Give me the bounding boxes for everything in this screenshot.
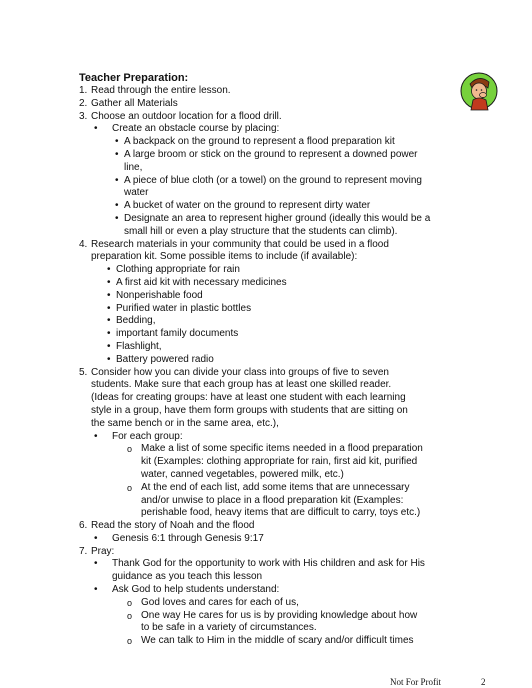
sub-item-text: water, canned vegetables, powered milk, etc.) xyxy=(141,468,344,480)
page-number: 2 xyxy=(481,677,486,687)
item-number: 3. xyxy=(79,110,88,122)
list-item-6 xyxy=(79,520,454,533)
bullet-text: Ask God to help students understand: xyxy=(112,584,280,596)
bullet-marker: • xyxy=(107,315,111,327)
bullet-marker: • xyxy=(107,353,111,365)
bullet-text: For each group: xyxy=(112,430,183,442)
sub-bullet-text: line, xyxy=(124,161,143,173)
circle-marker: o xyxy=(127,597,133,608)
circle-sub-item xyxy=(79,482,454,520)
sub-bullet-text: water xyxy=(124,187,149,199)
preparation-list xyxy=(79,85,454,648)
sub-bullet-item xyxy=(79,354,454,367)
list-item-3 xyxy=(79,111,454,124)
item-text: Read through the entire lesson. xyxy=(91,85,231,96)
item-number: 5. xyxy=(79,366,88,378)
sub-bullet-text: important family documents xyxy=(116,328,239,340)
item-text: Read the story of Noah and the flood xyxy=(91,520,255,532)
bullet-marker: • xyxy=(107,302,111,314)
sub-bullet-item xyxy=(79,303,454,316)
bullet-text: guidance as you teach this lesson xyxy=(112,571,263,583)
item-text: Choose an outdoor location for a flood drill. xyxy=(91,110,282,122)
bullet-marker: • xyxy=(107,340,111,352)
sub-bullet-text: Clothing appropriate for rain xyxy=(116,264,240,276)
item-text: preparation kit. Some possible items to include (if available): xyxy=(91,251,358,263)
item-text: Gather all Materials xyxy=(91,97,178,109)
bullet-marker: • xyxy=(107,328,111,340)
list-item-7 xyxy=(79,546,454,559)
list-item-5 xyxy=(79,367,454,431)
circle-marker: o xyxy=(127,444,133,455)
sub-bullet-text: A large broom or stick on the ground to represent a downed power xyxy=(124,148,418,160)
sub-bullet-text: Flashlight, xyxy=(116,340,162,352)
bullet-text: Thank God for the opportunity to work with His children and ask for His xyxy=(112,558,425,570)
sub-bullet-text: Nonperishable food xyxy=(116,289,203,301)
circle-marker: o xyxy=(127,482,133,493)
item-number: 2. xyxy=(79,97,88,109)
circle-sub-item xyxy=(79,597,454,610)
item-text: the same bench or in the same area, etc.), xyxy=(91,417,279,429)
sub-bullet-text: A bucket of water on the ground to represent dirty water xyxy=(124,200,371,212)
sub-item-text: God loves and cares for each of us, xyxy=(141,596,299,608)
bullet-text: Genesis 6:1 through Genesis 9:17 xyxy=(112,532,264,544)
item-text: Pray: xyxy=(91,545,115,557)
bullet-item xyxy=(79,584,454,597)
sub-bullet-item xyxy=(79,149,454,175)
bullet-item xyxy=(79,533,454,546)
bullet-marker: • xyxy=(94,532,98,544)
item-text: Research materials in your community that could be used in a flood xyxy=(91,238,389,250)
sub-item-text: and/or unwise to place in a flood preparation kit (Examples: xyxy=(141,494,404,506)
sub-bullet-text: A backpack on the ground to represent a flood preparation kit xyxy=(124,136,395,148)
list-item-2 xyxy=(79,98,454,111)
sub-bullet-item xyxy=(79,200,454,213)
sub-bullet-text: small hill or even a play structure that the students can climb). xyxy=(124,225,398,237)
sub-bullet-text: Bedding, xyxy=(116,315,156,327)
sub-bullet-item xyxy=(79,213,454,239)
item-number: 1. xyxy=(79,85,88,96)
list-item-4 xyxy=(79,239,454,265)
sub-item-text: At the end of each list, add some items that are unnecessary xyxy=(141,481,410,493)
sub-bullet-item xyxy=(79,277,454,290)
sub-bullet-item xyxy=(79,328,454,341)
item-text: students. Make sure that each group has at least one skilled reader. xyxy=(91,379,392,391)
bullet-marker: • xyxy=(94,123,98,135)
bullet-marker: • xyxy=(115,136,119,148)
circle-sub-item xyxy=(79,635,454,648)
sub-bullet-text: A first aid kit with necessary medicines xyxy=(116,276,287,288)
sub-bullet-text: Designate an area to represent higher ground (ideally this would be a xyxy=(124,212,431,224)
item-text: (Ideas for creating groups: have at least one student with each learning xyxy=(91,392,406,404)
sub-item-text: to be safe in a variety of circumstances. xyxy=(141,622,317,634)
item-number: 6. xyxy=(79,520,88,532)
bullet-marker: • xyxy=(107,289,111,301)
bullet-text: Create an obstacle course by placing: xyxy=(112,123,280,135)
sub-bullet-item xyxy=(79,264,454,277)
bullet-item xyxy=(79,558,454,584)
bullet-marker: • xyxy=(94,430,98,442)
sub-item-text: One way He cares for us is by providing knowledge about how xyxy=(141,609,418,621)
bullet-marker: • xyxy=(115,174,119,186)
bullet-marker: • xyxy=(107,264,111,276)
item-text: style in a group, have them form groups with students that are sitting on xyxy=(91,404,408,416)
sub-item-text: kit (Examples: clothing appropriate for rain, first aid kit, purified xyxy=(141,456,418,468)
bullet-marker: • xyxy=(115,200,119,212)
list-item-1 xyxy=(79,85,454,98)
section-heading: Teacher Preparation: xyxy=(79,72,189,84)
circle-marker: o xyxy=(127,636,133,647)
sub-bullet-item xyxy=(79,341,454,354)
circle-sub-item xyxy=(79,443,454,481)
item-number: 7. xyxy=(79,545,88,557)
sub-item-text: We can talk to Him in the middle of scary and/or difficult times xyxy=(141,635,414,647)
bullet-item xyxy=(79,431,454,444)
footer-text: Not For Profit xyxy=(390,677,442,687)
sub-bullet-text: Purified water in plastic bottles xyxy=(116,302,252,314)
item-text: Consider how you can divide your class into groups of five to seven xyxy=(91,366,389,378)
item-number: 4. xyxy=(79,238,88,250)
sub-bullet-item xyxy=(79,136,454,149)
bullet-marker: • xyxy=(94,584,98,596)
bullet-marker: • xyxy=(115,148,119,160)
sub-item-text: Make a list of some specific items needed in a flood preparation xyxy=(141,443,423,455)
bullet-marker: • xyxy=(107,276,111,288)
bullet-marker: • xyxy=(94,558,98,570)
sub-bullet-text: A piece of blue cloth (or a towel) on the ground to represent moving xyxy=(124,174,422,186)
bullet-marker: • xyxy=(115,212,119,224)
sub-bullet-text: Battery powered radio xyxy=(116,353,214,365)
child-clipart-icon xyxy=(458,70,500,112)
circle-sub-item xyxy=(79,610,454,636)
sub-bullet-item xyxy=(79,315,454,328)
sub-item-text: perishable food, heavy items that are difficult to carry, toys etc.) xyxy=(141,507,421,519)
bullet-item xyxy=(79,123,454,136)
circle-marker: o xyxy=(127,610,133,621)
sub-bullet-item xyxy=(79,290,454,303)
sub-bullet-item xyxy=(79,175,454,201)
